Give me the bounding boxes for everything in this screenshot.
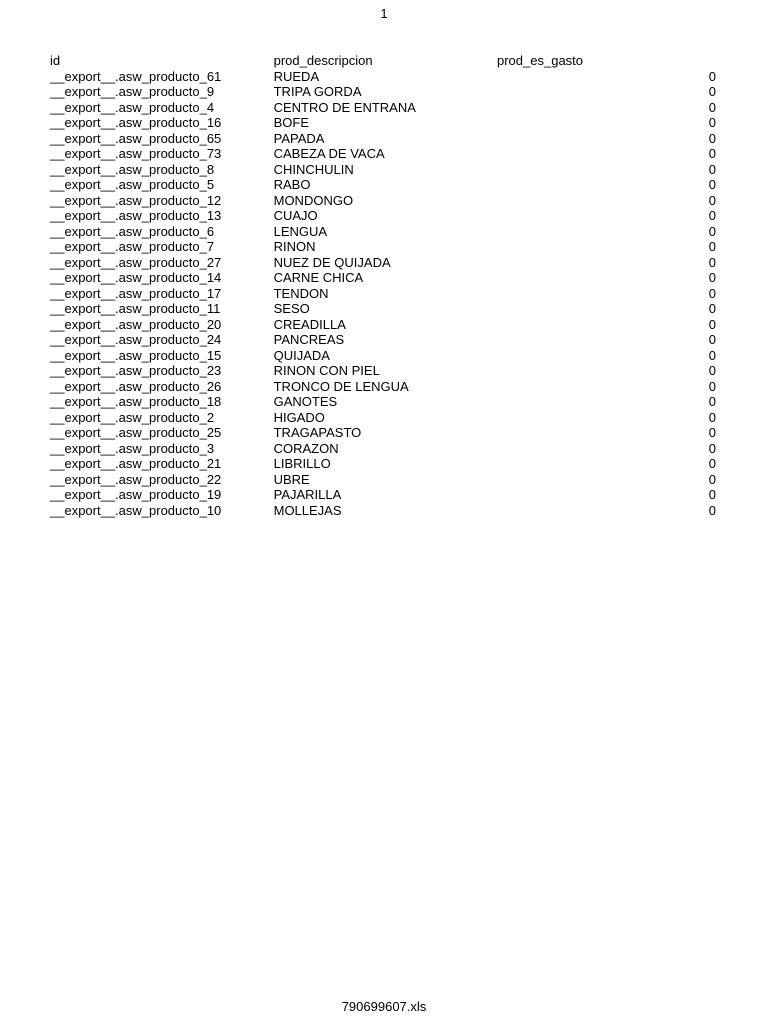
file-name-footer: 790699607.xls xyxy=(341,999,427,1014)
es-gasto-cell: 0 xyxy=(708,270,716,285)
description-cell: QUIJADA xyxy=(273,347,330,363)
es-gasto-cell: 0 xyxy=(708,332,716,347)
id-cell: __export__.asw_producto_19 xyxy=(50,487,222,502)
es-gasto-cell: 0 xyxy=(708,68,716,84)
description-cell: TENDON xyxy=(273,285,329,301)
es-gasto-cell: 0 xyxy=(708,192,716,208)
id-cell: __export__.asw_producto_6 xyxy=(50,223,215,239)
table-row xyxy=(50,363,718,379)
table-row xyxy=(50,162,718,178)
id-cell: __export__.asw_producto_24 xyxy=(50,332,222,347)
description-cell: CABEZA DE VACA xyxy=(273,146,385,161)
description-cell: TRAGAPASTO xyxy=(273,425,362,440)
id-cell: __export__.asw_producto_22 xyxy=(50,471,222,487)
id-cell: __export__.asw_producto_5 xyxy=(50,177,215,192)
es-gasto-cell: 0 xyxy=(708,456,716,471)
es-gasto-cell: 0 xyxy=(708,301,716,316)
description-cell: TRIPA GORDA xyxy=(273,84,362,99)
es-gasto-cell: 0 xyxy=(708,115,716,130)
header-row xyxy=(50,53,718,69)
table-row xyxy=(50,239,718,255)
column-header-id: id xyxy=(50,53,61,68)
es-gasto-cell: 0 xyxy=(708,84,716,99)
table-row xyxy=(50,115,718,131)
description-cell: NUEZ DE QUIJADA xyxy=(273,254,391,270)
description-cell: HIGADO xyxy=(273,409,325,425)
description-cell: LENGUA xyxy=(273,223,328,239)
description-cell: RUEDA xyxy=(273,68,320,84)
description-cell: CORAZON xyxy=(273,440,339,456)
id-cell: __export__.asw_producto_10 xyxy=(50,502,222,518)
description-cell: RINON xyxy=(273,239,316,254)
table-row xyxy=(50,487,718,503)
product-table xyxy=(50,53,718,518)
table-row xyxy=(50,317,718,333)
table-header xyxy=(50,53,718,69)
column-header-prod-es-gasto: prod_es_gasto xyxy=(497,53,584,68)
es-gasto-cell: 0 xyxy=(708,223,716,239)
id-cell: __export__.asw_producto_27 xyxy=(50,254,222,270)
es-gasto-cell: 0 xyxy=(708,285,716,301)
table-row xyxy=(50,84,718,100)
column-header-prod-descripcion: prod_descripcion xyxy=(273,53,373,68)
es-gasto-cell: 0 xyxy=(708,471,716,487)
table-row xyxy=(50,255,718,271)
id-cell: __export__.asw_producto_61 xyxy=(50,68,222,84)
es-gasto-cell: 0 xyxy=(708,487,716,502)
table-row xyxy=(50,503,718,519)
es-gasto-cell: 0 xyxy=(708,239,716,254)
table-row xyxy=(50,177,718,193)
es-gasto-cell: 0 xyxy=(708,378,716,394)
es-gasto-cell: 0 xyxy=(708,161,716,177)
id-cell: __export__.asw_producto_25 xyxy=(50,425,222,440)
id-cell: __export__.asw_producto_18 xyxy=(50,394,222,409)
id-cell: __export__.asw_producto_3 xyxy=(50,440,215,456)
id-cell: __export__.asw_producto_73 xyxy=(50,146,222,161)
description-cell: CARNE CHICA xyxy=(273,270,364,285)
id-cell: __export__.asw_producto_13 xyxy=(50,208,222,223)
id-cell: __export__.asw_producto_17 xyxy=(50,285,222,301)
description-cell: RINON CON PIEL xyxy=(273,363,380,378)
description-cell: MONDONGO xyxy=(273,192,354,208)
table-row xyxy=(50,286,718,302)
table-row xyxy=(50,348,718,364)
es-gasto-cell: 0 xyxy=(708,316,716,332)
id-cell: __export__.asw_producto_12 xyxy=(50,192,222,208)
table-row xyxy=(50,193,718,209)
table-row xyxy=(50,394,718,410)
es-gasto-cell: 0 xyxy=(708,146,716,161)
description-cell: LIBRILLO xyxy=(273,456,331,471)
table-row xyxy=(50,425,718,441)
table-row xyxy=(50,472,718,488)
table-row xyxy=(50,441,718,457)
table-row xyxy=(50,224,718,240)
es-gasto-cell: 0 xyxy=(708,363,716,378)
description-cell: TRONCO DE LENGUA xyxy=(273,378,409,394)
id-cell: __export__.asw_producto_20 xyxy=(50,316,222,332)
id-cell: __export__.asw_producto_26 xyxy=(50,378,222,394)
description-cell: BOFE xyxy=(273,115,310,130)
table-row xyxy=(50,332,718,348)
description-cell: GANOTES xyxy=(273,394,338,409)
description-cell: CHINCHULIN xyxy=(273,161,354,177)
es-gasto-cell: 0 xyxy=(708,394,716,409)
table-row xyxy=(50,208,718,224)
description-cell: CUAJO xyxy=(273,208,318,223)
description-cell: SESO xyxy=(273,301,310,316)
es-gasto-cell: 0 xyxy=(708,409,716,425)
description-cell: RABO xyxy=(273,177,311,192)
table-row xyxy=(50,301,718,317)
id-cell: __export__.asw_producto_9 xyxy=(50,84,215,99)
table-row xyxy=(50,379,718,395)
description-cell: PANCREAS xyxy=(273,332,345,347)
es-gasto-cell: 0 xyxy=(708,254,716,270)
id-cell: __export__.asw_producto_15 xyxy=(50,347,222,363)
description-cell: MOLLEJAS xyxy=(273,502,342,518)
es-gasto-cell: 0 xyxy=(708,208,716,223)
es-gasto-cell: 0 xyxy=(708,177,716,192)
page-number: 1 xyxy=(380,6,388,21)
id-cell: __export__.asw_producto_2 xyxy=(50,409,215,425)
es-gasto-cell: 0 xyxy=(708,425,716,440)
table-row xyxy=(50,131,718,147)
table-row xyxy=(50,410,718,426)
id-cell: __export__.asw_producto_21 xyxy=(50,456,222,471)
table-body xyxy=(50,69,718,519)
id-cell: __export__.asw_producto_8 xyxy=(50,161,215,177)
table-row xyxy=(50,270,718,286)
id-cell: __export__.asw_producto_16 xyxy=(50,115,222,130)
id-cell: __export__.asw_producto_14 xyxy=(50,270,222,285)
id-cell: __export__.asw_producto_7 xyxy=(50,239,215,254)
es-gasto-cell: 0 xyxy=(708,440,716,456)
es-gasto-cell: 0 xyxy=(708,99,716,115)
id-cell: __export__.asw_producto_23 xyxy=(50,363,222,378)
es-gasto-cell: 0 xyxy=(708,502,716,518)
description-cell: CENTRO DE ENTRANA xyxy=(273,99,416,115)
id-cell: __export__.asw_producto_4 xyxy=(50,99,215,115)
description-cell: PAJARILLA xyxy=(273,487,342,502)
id-cell: __export__.asw_producto_11 xyxy=(50,301,221,316)
id-cell: __export__.asw_producto_65 xyxy=(50,130,222,146)
table-row xyxy=(50,456,718,472)
description-cell: PAPADA xyxy=(273,130,325,146)
es-gasto-cell: 0 xyxy=(708,347,716,363)
description-cell: UBRE xyxy=(273,471,310,487)
table-row xyxy=(50,100,718,116)
description-cell: CREADILLA xyxy=(273,316,346,332)
table-row xyxy=(50,146,718,162)
table-row xyxy=(50,69,718,85)
es-gasto-cell: 0 xyxy=(708,130,716,146)
